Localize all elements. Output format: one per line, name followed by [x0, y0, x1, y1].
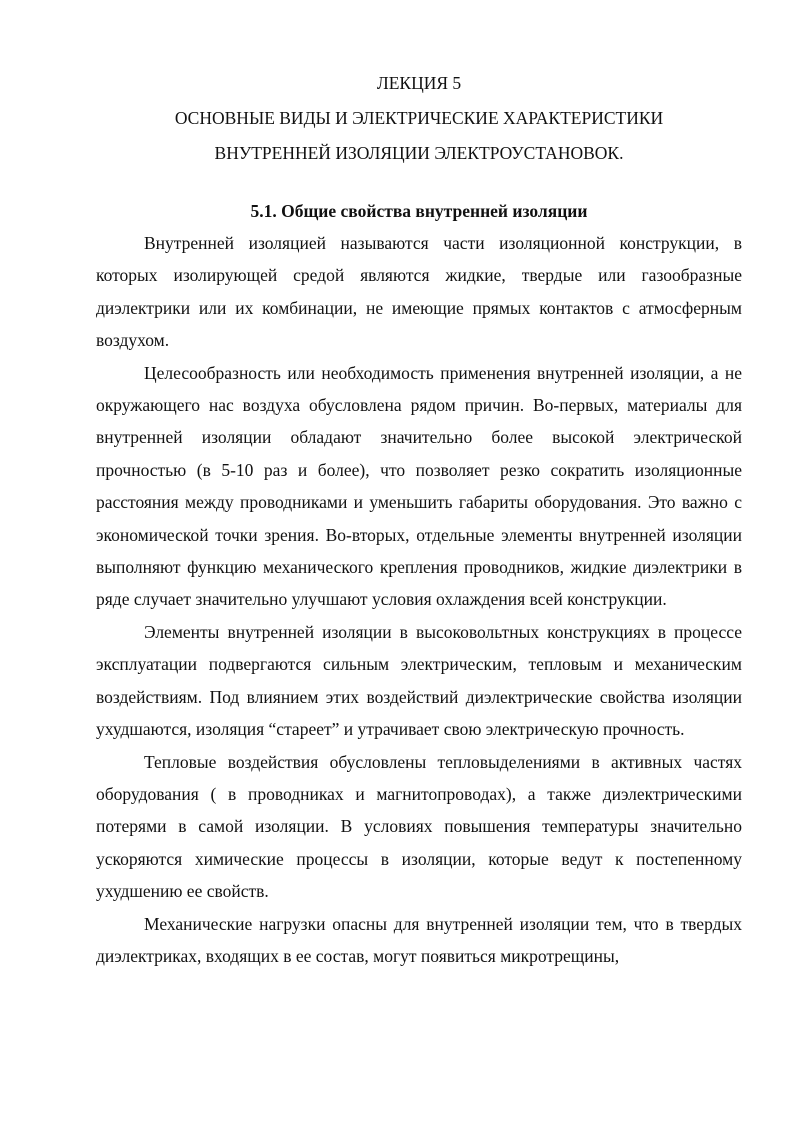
paragraph-reasons: Целесообразность или необходимость применения внутренней изоляции, а не окружающего нас воздуха обусловлена рядом причин. Во-первых, материалы для внутренней изоляции обладают значительно более высокой электрической прочностью (в 5-10 раз и более), что позволяет резко сократить изоляционные расстояния между проводниками и уменьшить габариты оборудования. Это важно с экономической точки зрения. Во-вторых, отдельные элементы внутренней изоляции выполняют функцию механического крепления проводников, жидкие диэлектрики в ряде случает значительно улучшают условия охлаждения всей конструкции.	[96, 362, 742, 610]
lecture-title-line-1: ОСНОВНЫЕ ВИДЫ И ЭЛЕКТРИЧЕСКИЕ ХАРАКТЕРИСТИКИ	[174, 108, 664, 128]
paragraph-aging: Элементы внутренней изоляции в высоковольтных конструкциях в процессе эксплуатации подвергаются сильным электрическим, тепловым и механическим воздействиям. Под влиянием этих воздействий диэлектрические свойства изоляции ухудшаются, изоляция “стареет” и утрачивает свою электрическую прочность.	[96, 621, 742, 740]
paragraph-definition: Внутренней изоляцией называются части изоляционной конструкции, в которых изолирующей средой являются жидкие, твердые или газообразные диэлектрики или их комбинации, не имеющие прямых контактов с атмосферным воздухом.	[96, 233, 742, 351]
lecture-title-line-2: ВНУТРЕННЕЙ ИЗОЛЯЦИИ ЭЛЕКТРОУСТАНОВОК.	[214, 143, 624, 163]
paragraph-mechanical: Механические нагрузки опасны для внутренней изоляции тем, что в твердых диэлектриках, входящих в ее состав, могут появиться микротрещины,	[96, 913, 742, 966]
document-page	[96, 66, 742, 972]
lecture-number: ЛЕКЦИЯ 5	[376, 73, 462, 93]
section-heading: 5.1. Общие свойства внутренней изоляции	[250, 201, 588, 221]
paragraph-thermal: Тепловые воздействия обусловлены тепловыделениями в активных частях оборудования ( в проводниках и магнитопроводах), а также диэлектрическими потерями в самой изоляции. В условиях повышения температуры значительно ускоряются химические процессы в изоляции, которые ведут к постепенному ухудшению ее свойств.	[96, 751, 742, 902]
